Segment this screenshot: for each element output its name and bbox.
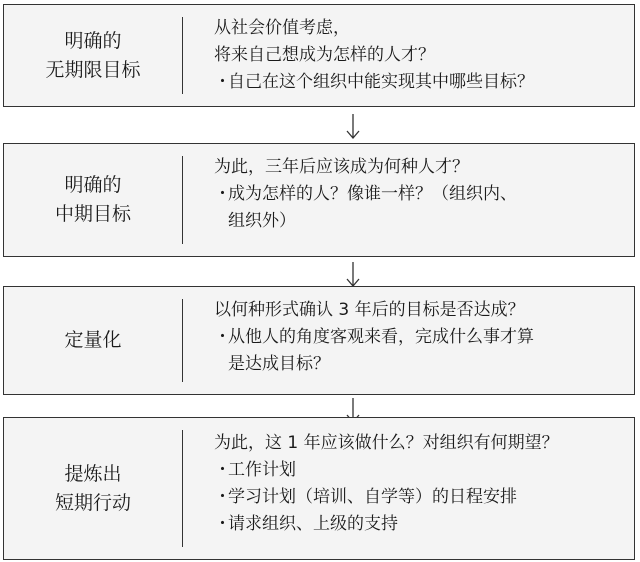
question-line: 从社会价值考虑， — [214, 18, 350, 38]
bullet-item — [214, 324, 626, 351]
step-label-2 — [4, 144, 182, 256]
bullet-text: 从他人的角度客观来看，完成什么事才算 — [228, 327, 534, 347]
step-label-3 — [4, 287, 182, 394]
step-content-2 — [214, 154, 626, 235]
step-label-line: 短期行动 — [54, 491, 131, 514]
bullet-text: 请求组织、上级的支持 — [228, 514, 398, 534]
bullet-item — [214, 69, 626, 96]
divider — [182, 156, 183, 244]
step-box-1 — [3, 4, 635, 107]
bullet-text: 自己在这个组织中能实现其中哪些目标？ — [228, 72, 534, 92]
bullet-item — [214, 457, 626, 484]
step-label-line: 定量化 — [64, 329, 122, 351]
bullet-icon: ・ — [214, 327, 231, 347]
bullet-item — [214, 511, 626, 538]
step-label-line: 无期限目标 — [45, 58, 141, 81]
step-label-line: 明确的 — [64, 29, 122, 52]
question-line: 为此，三年后应该成为何种人才？ — [214, 157, 469, 177]
step-box-2 — [3, 143, 635, 257]
divider — [182, 17, 183, 94]
bullet-continuation: 是达成目标？ — [228, 354, 330, 374]
bullet-text: 成为怎样的人？像谁一样？（组织内、 — [228, 184, 517, 204]
bullet-icon: ・ — [214, 460, 231, 480]
bullet-item — [214, 484, 626, 511]
step-content-3 — [214, 297, 626, 378]
step-label-4 — [4, 418, 182, 559]
divider — [182, 299, 183, 382]
step-content-1 — [214, 15, 626, 96]
bullet-continuation: 组织外） — [228, 211, 296, 231]
arrow-down-icon — [343, 112, 363, 142]
bullet-icon: ・ — [214, 514, 231, 534]
question-line: 将来自己想成为怎样的人才？ — [214, 45, 435, 65]
bullet-icon: ・ — [214, 72, 231, 92]
divider — [182, 430, 183, 547]
bullet-icon: ・ — [214, 487, 231, 507]
step-box-4 — [3, 417, 635, 560]
bullet-text: 学习计划（培训、自学等）的日程安排 — [228, 487, 517, 507]
bullet-item — [214, 181, 626, 208]
step-label-line: 提炼出 — [64, 462, 122, 485]
bullet-icon: ・ — [214, 184, 231, 204]
step-label-line: 明确的 — [64, 174, 122, 196]
bullet-text: 工作计划 — [228, 460, 296, 480]
step-label-1 — [4, 5, 182, 106]
step-content-4 — [214, 430, 626, 538]
step-box-3 — [3, 286, 635, 395]
question-line: 为此，这 1 年应该做什么？对组织有何期望？ — [214, 433, 559, 453]
step-label-line: 中期目标 — [54, 203, 131, 225]
question-line: 以何种形式确认 3 年后的目标是否达成？ — [214, 300, 525, 320]
